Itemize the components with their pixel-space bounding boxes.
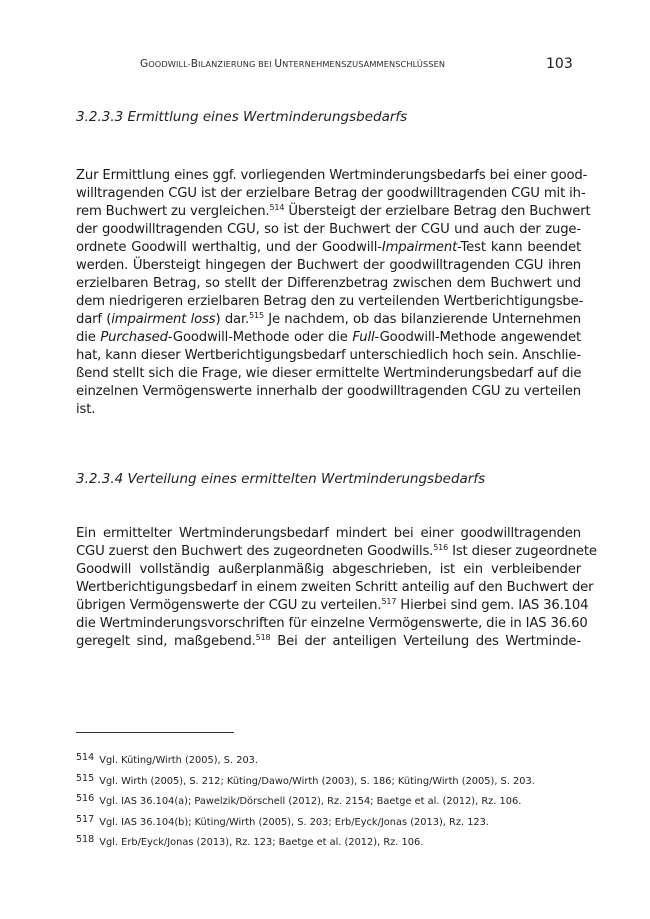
footnote-518: 518 Vgl. Erb/Eyck/Jonas (2013), Rz. 123; Baetge et al. (2012), Rz. 106. [76, 834, 424, 848]
paragraph-line: ordnete Goodwill werthaltig, und der Goodwill-Impairment-Test kann beendet [76, 240, 581, 255]
paragraph-line: erzielbaren Betrag, so stellt der Differenzbetrag zwischen dem Buchwert und [76, 276, 581, 291]
running-header [140, 58, 480, 70]
paragraph-line: hat, kann dieser Wertberichtigungsbedarf unterschiedlich hoch sein. Anschlie- [76, 348, 581, 363]
page-number: 103 [546, 56, 573, 72]
footnote-separator [76, 732, 234, 733]
paragraph-line: CGU zuerst den Buchwert des zugeordneten Goodwills.$^{516}$ Ist dieser zugeordnete [76, 543, 597, 559]
paragraph-line: Wertberichtigungsbedarf in einem zweiten Schritt anteilig auf den Buchwert der [76, 580, 594, 595]
running-header-title: GOODWILL-BILANZIERUNG BEI UNTERNEHMENSZUSAMMENSCHLÜSSEN [140, 58, 446, 70]
footnote-516: 516 Vgl. IAS 36.104(a); Pawelzik/Dörschell (2012), Rz. 2154; Baetge et al. (2012), Rz. 106. [76, 793, 522, 807]
paragraph-line: Zur Ermittlung eines ggf. vorliegenden Wertminderungsbedarfs bei einer good- [76, 168, 588, 183]
footnote-ref-517[interactable]: 517 [381, 597, 397, 606]
paragraph-line: Ein ermittelter Wertminderungsbedarf mindert bei einer goodwilltragenden [76, 526, 581, 541]
section-heading-3-2-3-3: 3.2.3.3 Ermittlung eines Wertminderungsbedarfs [76, 109, 408, 125]
paragraph-line: einzelnen Vermögenswerte innerhalb der goodwilltragenden CGU zu verteilen [76, 384, 581, 399]
paragraph-line: die Wertminderungsvorschriften für einzelne Vermögenswerte, die in IAS 36.60 [76, 616, 588, 631]
paragraph-line: darf (impairment loss) dar.$^{515}$ Je nachdem, ob das bilanzierende Unternehmen [76, 311, 581, 327]
footnote-517: 517 Vgl. IAS 36.104(b); Küting/Wirth (2005), S. 203; Erb/Eyck/Jonas (2013), Rz. 123. [76, 813, 490, 828]
body-paragraph-2 [76, 525, 597, 651]
paragraph-line: ßend stellt sich die Frage, wie dieser ermittelte Wertminderungsbedarf auf die [76, 366, 582, 381]
paragraph-line: dem niedrigeren erzielbaren Betrag den zu verteilenden Wertberichtigungsbe- [76, 294, 584, 309]
footnote-ref-516[interactable]: 516 [433, 543, 449, 552]
footnote-ref-515[interactable]: 515 [249, 311, 264, 320]
paragraph-line: willtragenden CGU ist der erzielbare Betrag der goodwilltragenden CGU mit ih- [76, 186, 586, 201]
footnote-515: 515 Vgl. Wirth (2005), S. 212; Küting/Dawo/Wirth (2003), S. 186; Küting/Wirth (2005), S. 203. [76, 772, 535, 787]
paragraph-line: geregelt sind, maßgebend.$^{518}$ Bei der anteiligen Verteilung des Wertminde- [76, 633, 582, 649]
paragraph-line: werden. Übersteigt hingegen der Buchwert der goodwilltragenden CGU ihren [76, 258, 581, 273]
paragraph-line: rem Buchwert zu vergleichen.$^{514}$ Übersteigt der erzielbare Betrag den Buchwert [76, 203, 591, 219]
footnotes [76, 748, 596, 851]
paragraph-line: übrigen Vermögenswerte der CGU zu verteilen.$^{517}$ Hierbei sind gem. IAS 36.104 [76, 597, 589, 613]
footnote-514: 514 Vgl. Küting/Wirth (2005), S. 203. [76, 752, 259, 766]
paragraph-line: ist. [76, 402, 96, 417]
section-heading-3-2-3-4: 3.2.3.4 Verteilung eines ermittelten Wertminderungsbedarfs [76, 471, 486, 487]
paragraph-line: Goodwill vollständig außerplanmäßig abgeschrieben, ist ein verbleibender [76, 562, 581, 577]
paragraph-line: die Purchased-Goodwill-Methode oder die Full-Goodwill-Methode angewendet [76, 330, 581, 345]
paragraph-line: der goodwilltragenden CGU, so ist der Buchwert der CGU und auch der zuge- [76, 222, 581, 237]
body-paragraph-1 [76, 167, 591, 419]
footnote-ref-514[interactable]: 514 [269, 203, 285, 212]
footnote-ref-518[interactable]: 518 [255, 633, 271, 642]
